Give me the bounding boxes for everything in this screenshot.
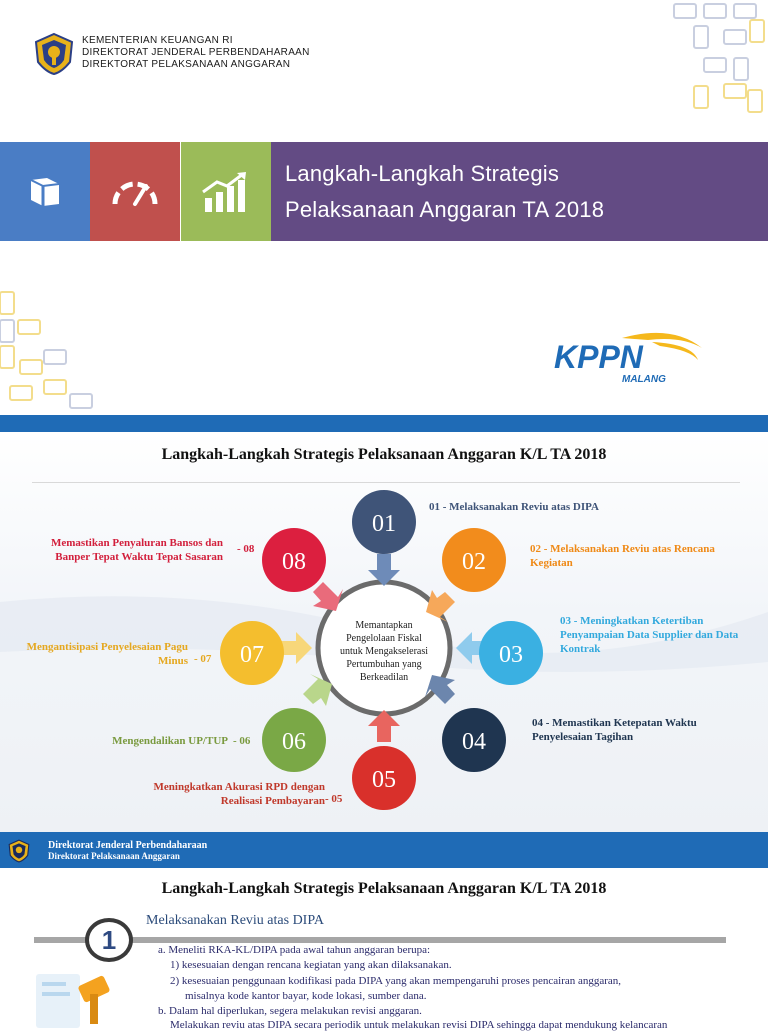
institution-line: DIREKTORAT JENDERAL PERBENDAHARAAN <box>82 47 310 58</box>
cover-title-line1: Langkah-Langkah Strategis <box>285 161 560 186</box>
step-label-01: 01 - Melaksanakan Reviu atas DIPA <box>429 501 600 513</box>
decorative-pattern <box>664 0 768 120</box>
speedometer-icon <box>110 174 160 210</box>
tile-red <box>90 142 180 241</box>
svg-text:02: 02 <box>462 549 486 575</box>
step-circle-07 <box>220 621 284 685</box>
step-label-05-number: - 05 <box>325 793 343 805</box>
step-label-06-number: - 06 <box>233 735 251 747</box>
document-gavel-icon <box>30 966 110 1024</box>
step-label-08-number: - 08 <box>237 543 255 555</box>
ministry-emblem-icon <box>6 839 32 863</box>
detail-slide-subtitle: Melaksanakan Reviu atas DIPA <box>146 913 324 928</box>
cover-title-box <box>271 142 768 241</box>
wheel-slide-title: Langkah-Langkah Strategis Pelaksanaan Anggaran K/L TA 2018 <box>161 446 607 463</box>
detail-slide <box>0 868 768 1031</box>
tile-green <box>181 142 271 241</box>
step-label-07: Mengantisipasi Penyelesaian Pagu Minus <box>26 641 188 667</box>
step-label-06: Mengendalikan UP/TUP <box>112 735 228 747</box>
wheel-slide-footer <box>0 832 768 868</box>
book-icon <box>27 174 63 210</box>
growth-chart-icon <box>201 170 251 214</box>
step-circle-03 <box>479 621 543 685</box>
footer-line: Direktorat Pelaksanaan Anggaran <box>48 851 180 861</box>
detail-item: misalnya kode kantor bayar, kode lokasi, sumber dana. <box>185 990 427 1002</box>
wheel-slide <box>0 432 768 868</box>
arrow-icon <box>280 632 312 664</box>
detail-item: b. Dalam hal diperlukan, segera melakukan revisi anggaran. <box>158 1005 422 1017</box>
svg-text:04: 04 <box>462 729 486 755</box>
svg-text:08: 08 <box>282 549 306 575</box>
svg-text:07: 07 <box>240 642 264 668</box>
detail-item: a. Meneliti RKA-KL/DIPA pada awal tahun anggaran berupa: <box>158 944 431 956</box>
step-circle-01 <box>352 490 416 554</box>
center-text-line: Pertumbuhan yang <box>346 659 422 670</box>
step-label-08: Memastikan Penyaluran Bansos dan Banper Tepat Waktu Tepat Sasaran <box>50 537 223 563</box>
decorative-pattern <box>0 290 100 414</box>
institution-line: DIREKTORAT PELAKSANAAN ANGGARAN <box>82 59 291 70</box>
center-text-line: Pengelolaan Fiskal <box>346 633 422 644</box>
center-text-line: Memantapkan <box>355 620 413 631</box>
detail-item: Melakukan reviu atas DIPA secara periodik untuk melakukan revisi DIPA sehingga dapat mendukung kelancaran <box>170 1019 668 1031</box>
cover-slide <box>0 0 768 432</box>
center-text-line: Berkeadilan <box>359 672 409 683</box>
divider <box>34 937 726 943</box>
institution-line: KEMENTERIAN KEUANGAN RI <box>82 35 233 46</box>
center-text-line: untuk Mengakselerasi <box>339 646 429 657</box>
cover-bottom-bar <box>0 415 768 432</box>
step-circle-08 <box>262 528 326 592</box>
title-band <box>0 142 768 241</box>
kppn-logo-text: KPPN <box>554 339 643 375</box>
kppn-logo <box>552 330 708 386</box>
step-label-07-number: - 07 <box>194 653 212 665</box>
step-circle-06 <box>262 708 326 772</box>
svg-text:05: 05 <box>372 767 396 793</box>
detail-slide-title: Langkah-Langkah Strategis Pelaksanaan Anggaran K/L TA 2018 <box>161 880 607 897</box>
cover-title-line2: Pelaksanaan Anggaran TA 2018 <box>285 197 605 222</box>
step-circle-02 <box>442 528 506 592</box>
svg-text:01: 01 <box>372 511 396 537</box>
tile-blue <box>0 142 90 241</box>
ministry-emblem-icon <box>32 32 76 76</box>
detail-item: 1) kesesuaian dengan rencana kegiatan yang akan dilaksanakan. <box>170 959 452 971</box>
footer-line: Direktorat Jenderal Perbendaharaan <box>48 840 208 851</box>
step-number-badge: 1 <box>85 918 133 962</box>
step-label-04: 04 - Memastikan Ketepatan Waktu Penyelesaian Tagihan <box>532 717 697 743</box>
svg-text:03: 03 <box>499 642 523 668</box>
step-label-05: Meningkatkan Akurasi RPD dengan Realisasi Pembayaran <box>153 781 325 807</box>
step-label-02: 02 - Melaksanakan Reviu atas Rencana Kegiatan <box>530 543 715 569</box>
step-circle-04 <box>442 708 506 772</box>
kppn-logo-city: MALANG <box>622 374 666 385</box>
detail-item: 2) kesesuaian penggunaan kodifikasi pada DIPA yang akan mempengaruhi proses pencairan anggaran, <box>170 975 622 987</box>
step-circle-05 <box>352 746 416 810</box>
svg-text:06: 06 <box>282 729 306 755</box>
step-label-03: 03 - Meningkatkan Ketertiban Penyampaian Data Supplier dan Data Kontrak <box>560 615 739 655</box>
